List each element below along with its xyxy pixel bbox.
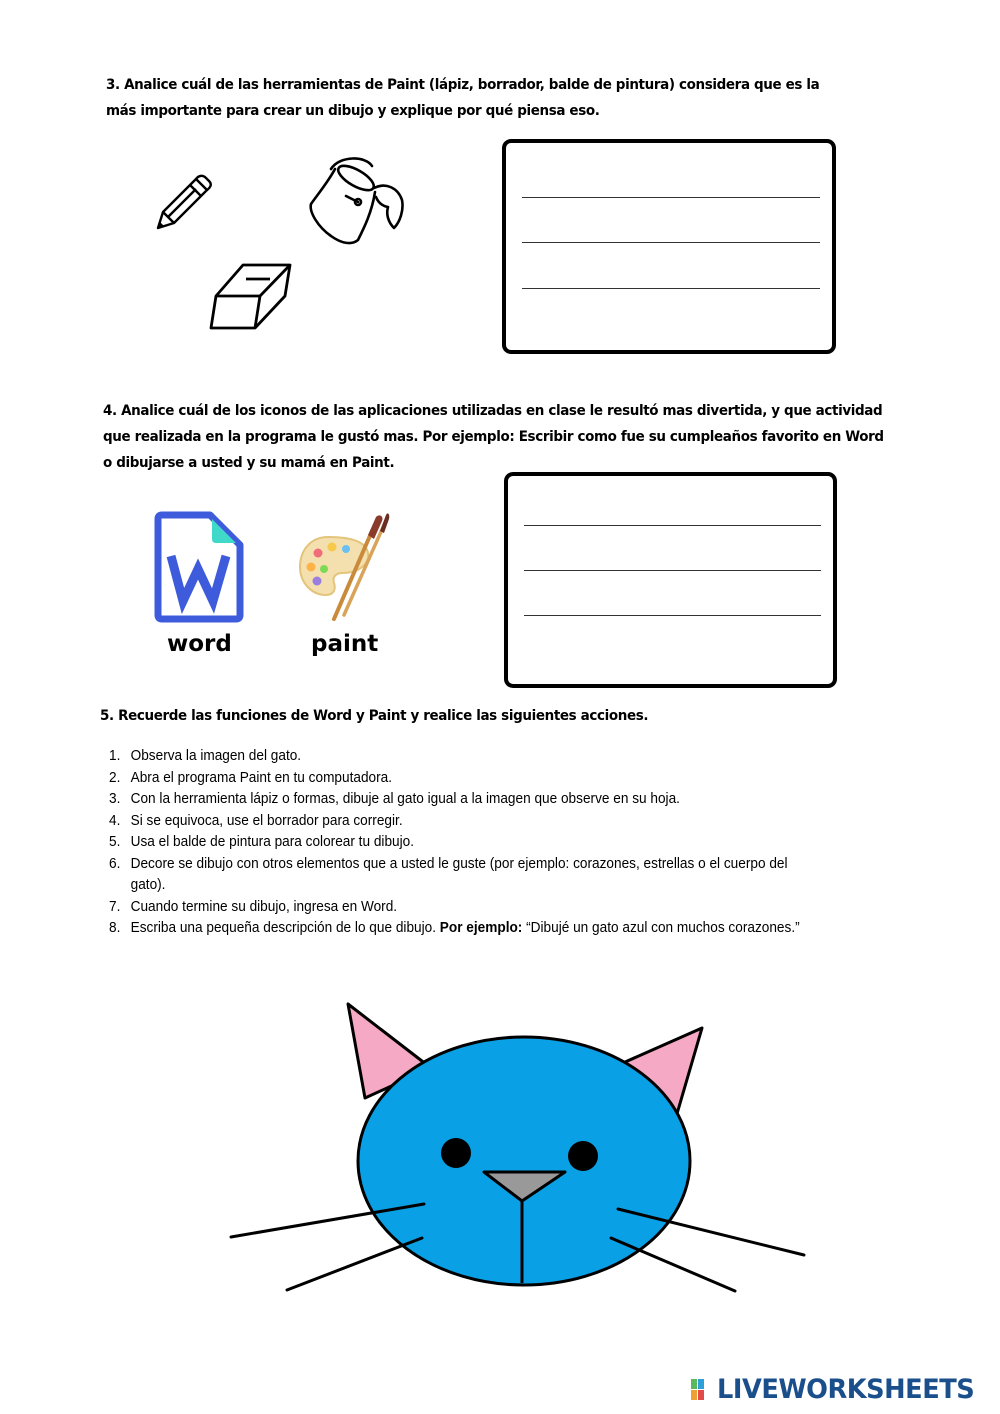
question-3-text: 3. Analice cuál de las herramientas de Paint (lápiz, borrador, balde de pintura) considera que es la más importante para crear un dibujo y explique por qué piensa eso.: [106, 77, 820, 119]
question-4-text: 4. Analice cuál de los iconos de las aplicaciones utilizadas en clase le resultó mas divertida, y que actividad que realizada en la programa le gustó mas. Por ejemplo: Escribir como fue su cumpleaños favorito en Word o dibujarse a usted y su mamá en Paint.: [103, 403, 884, 471]
question-5-title: 5. Recuerde las funciones de Word y Paint y realice las siguientes acciones.: [100, 708, 649, 724]
cat-left-eye: [441, 1138, 471, 1168]
word-label: word: [167, 631, 232, 657]
list-item: 1. Observa la imagen del gato.: [109, 748, 302, 764]
brand-name: LIVEWORKSHEETS: [717, 1373, 975, 1405]
paint-label: paint: [311, 631, 379, 657]
list-item: 8. Escriba una pequeña descripción de lo que dibujo. Por ejemplo: “Dibujé un gato azul con muchos corazones.”: [109, 920, 800, 936]
list-item: 4. Si se equivoca, use el borrador para corregir.: [109, 812, 403, 829]
answer-input-q3-line-2[interactable]: [522, 219, 820, 245]
answer-input-q4-line-3[interactable]: [524, 592, 821, 618]
answer-input-q3-line-3[interactable]: [522, 265, 820, 291]
list-item: 3. Con la herramienta lápiz o formas, dibuje al gato igual a la imagen que observe en su hoja.: [109, 791, 680, 807]
answer-input-q4-line-2[interactable]: [524, 547, 821, 573]
cat-right-eye: [568, 1141, 598, 1171]
liveworksheets-logo-icon: [691, 1377, 717, 1401]
list-item: 2. Abra el programa Paint en tu computadora.: [109, 769, 393, 786]
answer-box-q4: [504, 472, 837, 688]
paint-palette-icon: [298, 511, 390, 623]
cat-face: [358, 1037, 690, 1285]
answer-box-q3: [502, 139, 836, 354]
cat-image: [224, 1000, 814, 1300]
word-document-icon: [154, 511, 244, 623]
paint-bucket-icon: [306, 152, 406, 248]
answer-input-q4-line-1[interactable]: [524, 502, 821, 528]
eraser-icon: [208, 262, 294, 332]
answer-input-q3-line-1[interactable]: [522, 174, 820, 200]
list-item: 5. Usa el balde de pintura para colorear tu dibujo.: [109, 834, 415, 850]
liveworksheets-logo: [691, 1373, 988, 1405]
pencil-icon: [150, 172, 216, 234]
list-item: 6. Decore se dibujo con otros elementos que a usted le guste (por ejemplo: corazones, estrellas o el cuerpo del gato).: [109, 855, 788, 893]
steps-list: [109, 746, 805, 940]
list-item: 7. Cuando termine su dibujo, ingresa en Word.: [109, 898, 398, 915]
